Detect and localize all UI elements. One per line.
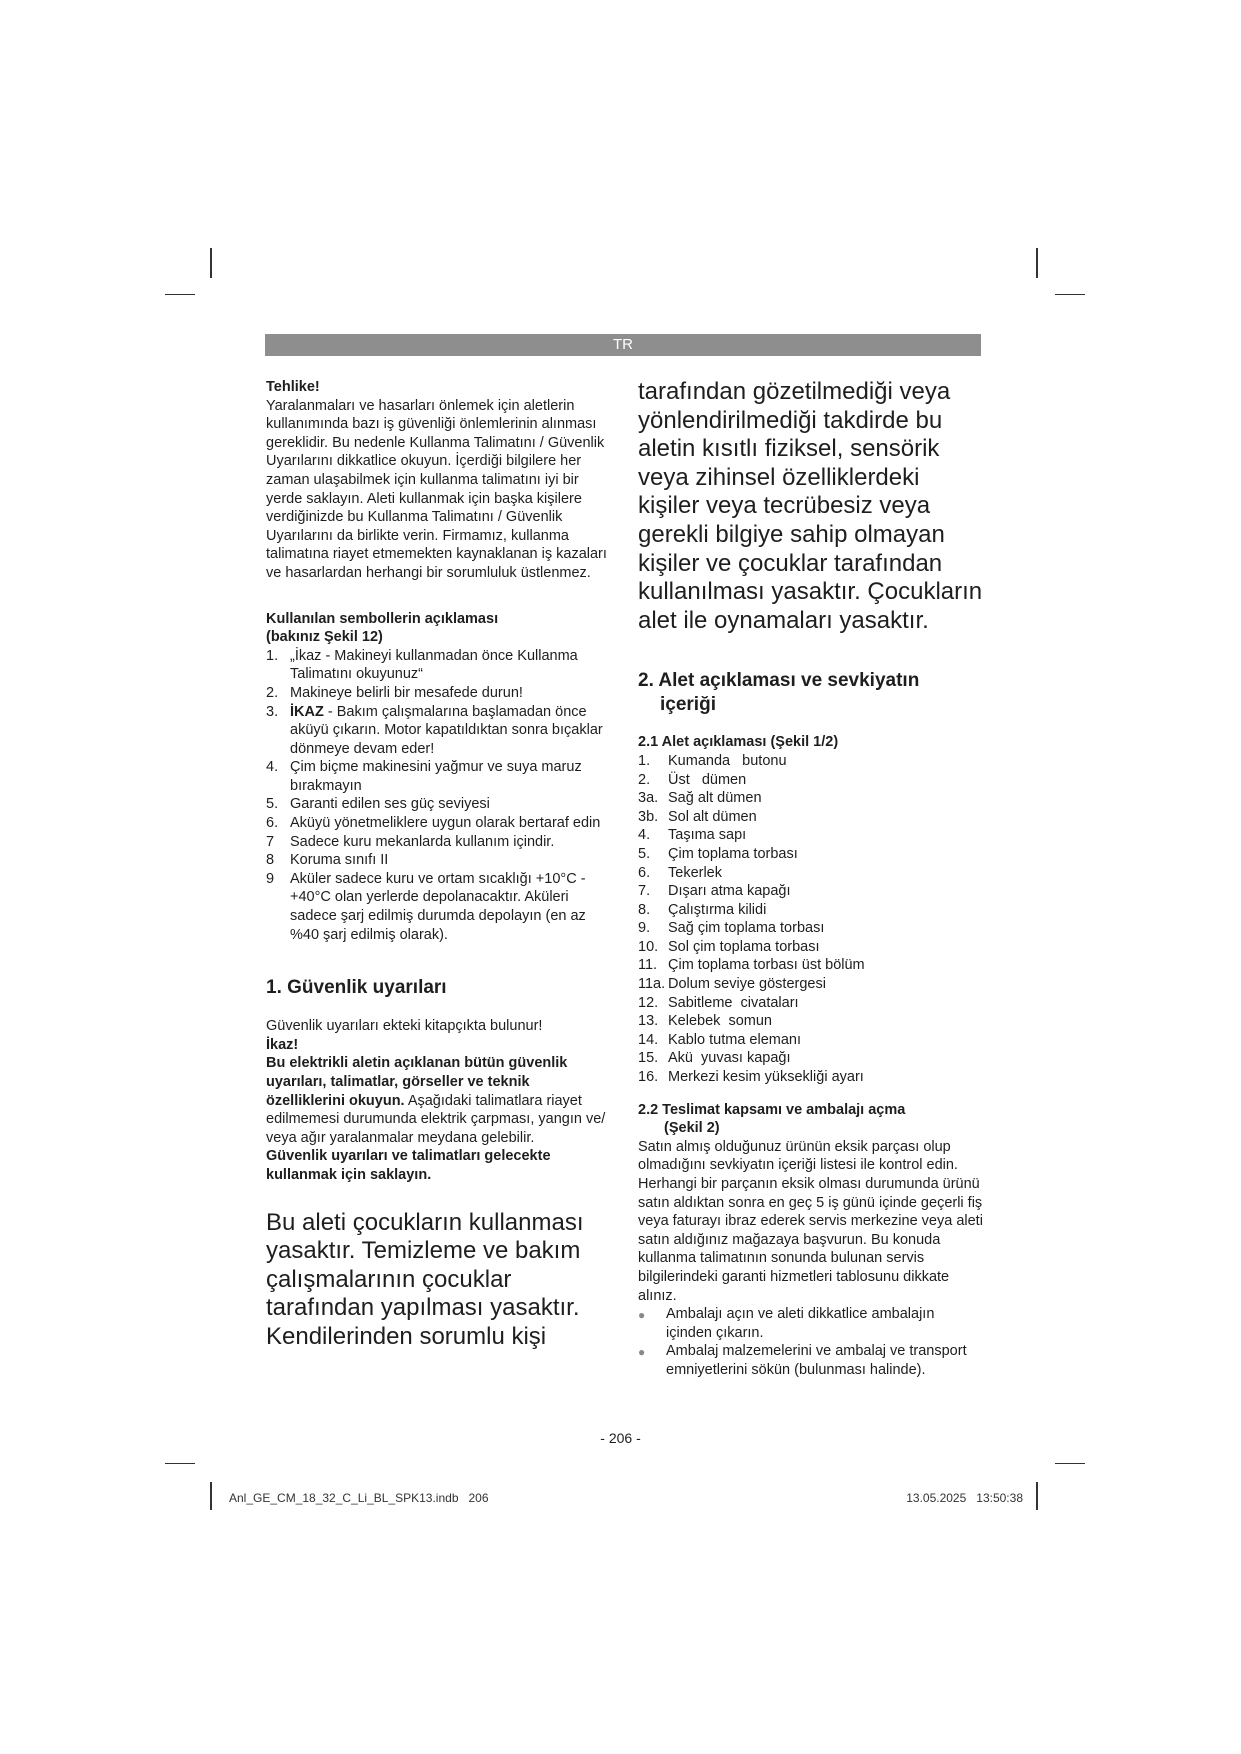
safety-keep-note: Güvenlik uyarıları ve talimatları gelecekte kullanmak için saklayın. xyxy=(266,1148,551,1183)
list-item: 1. „İkaz - Makineyi kullanmadan önce Kullanma Talimatını okuyunuz“ xyxy=(266,647,578,683)
list-item: 6. Tekerlek xyxy=(638,864,722,881)
section-2-1-title: 2.1 Alet açıklaması (Şekil 1/2) xyxy=(638,734,839,751)
section-1-title: 1. Güvenlik uyarıları xyxy=(266,977,447,999)
list-item: 15. Akü yuvası kapağı xyxy=(638,1050,791,1067)
list-item: 2. Makineye belirli bir mesafede durun! xyxy=(266,684,523,701)
list-item: 3. İKAZ - Bakım çalışmalarına başlamadan önce aküyü çıkarın. Motor kapatıldıktan sonra bıçaklar dönmeye devam eder! xyxy=(266,703,603,757)
warning-label: İkaz! xyxy=(266,1036,299,1053)
crop-mark xyxy=(210,248,212,278)
list-item: 12. Sabitleme civataları xyxy=(638,994,799,1011)
list-item: 6. Aküyü yönetmeliklere uygun olarak bertaraf edin xyxy=(266,815,601,832)
list-item: 13. Kelebek somun xyxy=(638,1013,772,1030)
list-item: 3b. Sol alt dümen xyxy=(638,808,757,825)
crop-mark xyxy=(1055,1463,1085,1464)
print-datetime: 13.05.2025 13:50:38 xyxy=(906,1491,1023,1505)
list-item: 2. Üst dümen xyxy=(638,771,747,788)
crop-mark xyxy=(165,294,195,295)
list-item: 5. Garanti edilen ses güç seviyesi xyxy=(266,796,490,813)
crop-mark xyxy=(1036,1482,1038,1510)
section-2-2-title: 2.2 Teslimat kapsamı ve ambalajı açma xyxy=(638,1101,906,1118)
section-2-title-cont: içeriği xyxy=(660,694,716,716)
list-item: 1. Kumanda butonu xyxy=(638,752,787,769)
crop-mark xyxy=(210,1482,212,1510)
list-item: 4. Çim biçme makinesini yağmur ve suya maruz bırakmayın xyxy=(266,759,582,794)
list-item: 11a. Dolum seviye göstergesi xyxy=(638,976,826,993)
list-item: 10. Sol çim toplama torbası xyxy=(638,938,820,955)
file-slug: Anl_GE_CM_18_32_C_Li_BL_SPK13.indb 206 xyxy=(229,1491,489,1505)
safety-paragraph: Bu elektrikli aletin açıklanan bütün güvenlik uyarıları, talimatlar, görseller ve teknik özelliklerini okuyun. Aşağıdaki talimatlara riayet edilmemesi durumunda elektrik çarpması, yangın ve/ veya ağır yaralanmalar meydana gelebilir. xyxy=(266,1055,606,1146)
list-item: 16. Merkezi kesim yüksekliği ayarı xyxy=(638,1069,864,1086)
list-item: 7. Dışarı atma kapağı xyxy=(638,883,791,900)
danger-title: Tehlike! xyxy=(266,379,320,395)
list-item: 11. Çim toplama torbası üst bölüm xyxy=(638,957,865,974)
language-header: TR xyxy=(265,334,981,356)
crop-mark xyxy=(1036,248,1038,278)
left-column xyxy=(266,378,611,1352)
symbols-title-ref: (bakınız Şekil 12) xyxy=(266,629,383,646)
page-number: - 206 - xyxy=(600,1430,641,1446)
list-item: 4. Taşıma sapı xyxy=(638,827,747,844)
list-item: 9. Sağ çim toplama torbası xyxy=(638,920,825,937)
right-column xyxy=(638,378,983,1380)
list-item: ● Ambalajı açın ve aleti dikkatlice ambalajın içinden çıkarın. xyxy=(638,1306,935,1341)
list-item: 8. Çalıştırma kilidi xyxy=(638,901,767,918)
list-item: 3a. Sağ alt dümen xyxy=(638,790,762,807)
children-warning-continued: tarafından gözetilmediği veya yönlendirilmediği takdirde bu aletin kısıtlı fiziksel, sensörik veya zihinsel özelliklerdeki kişiler veya tecrübesiz veya gerekli bilgiye sahip olmayan kişiler ve çocuklar tarafından kullanılması yasaktır. Çocukların alet ile oynamaları yasaktır. xyxy=(638,378,983,634)
parts-list xyxy=(638,752,983,1087)
list-item: 5. Çim toplama torbası xyxy=(638,845,798,862)
list-item: 9 Aküler sadece kuru ve ortam sıcaklığı +10°C - +40°C olan yerlerde depolanacaktır. Aküleri sadece şarj edilmiş durumda depolayın (en az %40 şarj edilmiş olarak). xyxy=(266,870,586,943)
section-2-title: 2. Alet açıklaması ve sevkiyatın xyxy=(638,670,920,692)
children-warning: Bu aleti çocukların kullanması yasaktır. Temizleme ve bakım çalışmalarının çocuklar tarafından yapılması yasaktır. Kendilerinden sorumlu kişi xyxy=(266,1208,584,1350)
bullet-icon: ● xyxy=(638,1308,646,1323)
crop-mark xyxy=(1055,294,1085,295)
crop-mark xyxy=(165,1463,195,1464)
symbols-list xyxy=(266,647,611,945)
danger-text: Yaralanmaları ve hasarları önlemek için aletlerin kullanımında bazı iş güvenliği önlemlerinin alınması gereklidir. Bu nedenle Kullanma Talimatını / Güvenlik Uyarılarını dikkatlice okuyun. İçerdiği bilgilere her zaman ulaşabilmek için kullanma talimatını iyi bir yerde saklayın. Aleti kullanmak için başka kişilere verdiğinizde bu Kullanma Talimatını / Güvenlik Uyarılarını da birlikte verin. Firmamız, kullanma talimatına riayet etmemekten kaynaklanan iş kazaları ve hasarlardan herhangi bir sorumluluk üstlenmez. xyxy=(266,397,607,581)
safety-note: Güvenlik uyarıları ekteki kitapçıkta bulunur! xyxy=(266,1018,543,1035)
list-item: 14. Kablo tutma elemanı xyxy=(638,1031,801,1048)
section-2-2-figure-ref: (Şekil 2) xyxy=(664,1120,720,1137)
list-item: 8 Koruma sınıfı II xyxy=(266,852,389,869)
list-item: 7 Sadece kuru mekanlarda kullanım içindir. xyxy=(266,833,555,850)
unpacking-list xyxy=(638,1305,983,1379)
symbols-title: Kullanılan sembollerin açıklaması xyxy=(266,610,499,627)
delivery-text: Satın almış olduğunuz ürünün eksik parçası olup olmadığını sevkiyatın içeriği listesi ile kontrol edin. Herhangi bir parçanın eksik olması durumunda ürünü satın aldıktan sonra en geç 5 iş günü içinde geçerli fiş veya faturayı ibraz ederek servis merkezine veya aleti satın aldığınız mağazaya başvurun. Bu konuda kullanma talimatının sonunda bulunan servis bilgilerindeki garanti hizmetleri tablosunu dikkate alınız. xyxy=(638,1138,983,1304)
bullet-icon: ● xyxy=(638,1345,646,1360)
list-item: ● Ambalaj malzemelerini ve ambalaj ve transport emniyetlerini sökün (bulunması halinde). xyxy=(638,1343,967,1378)
